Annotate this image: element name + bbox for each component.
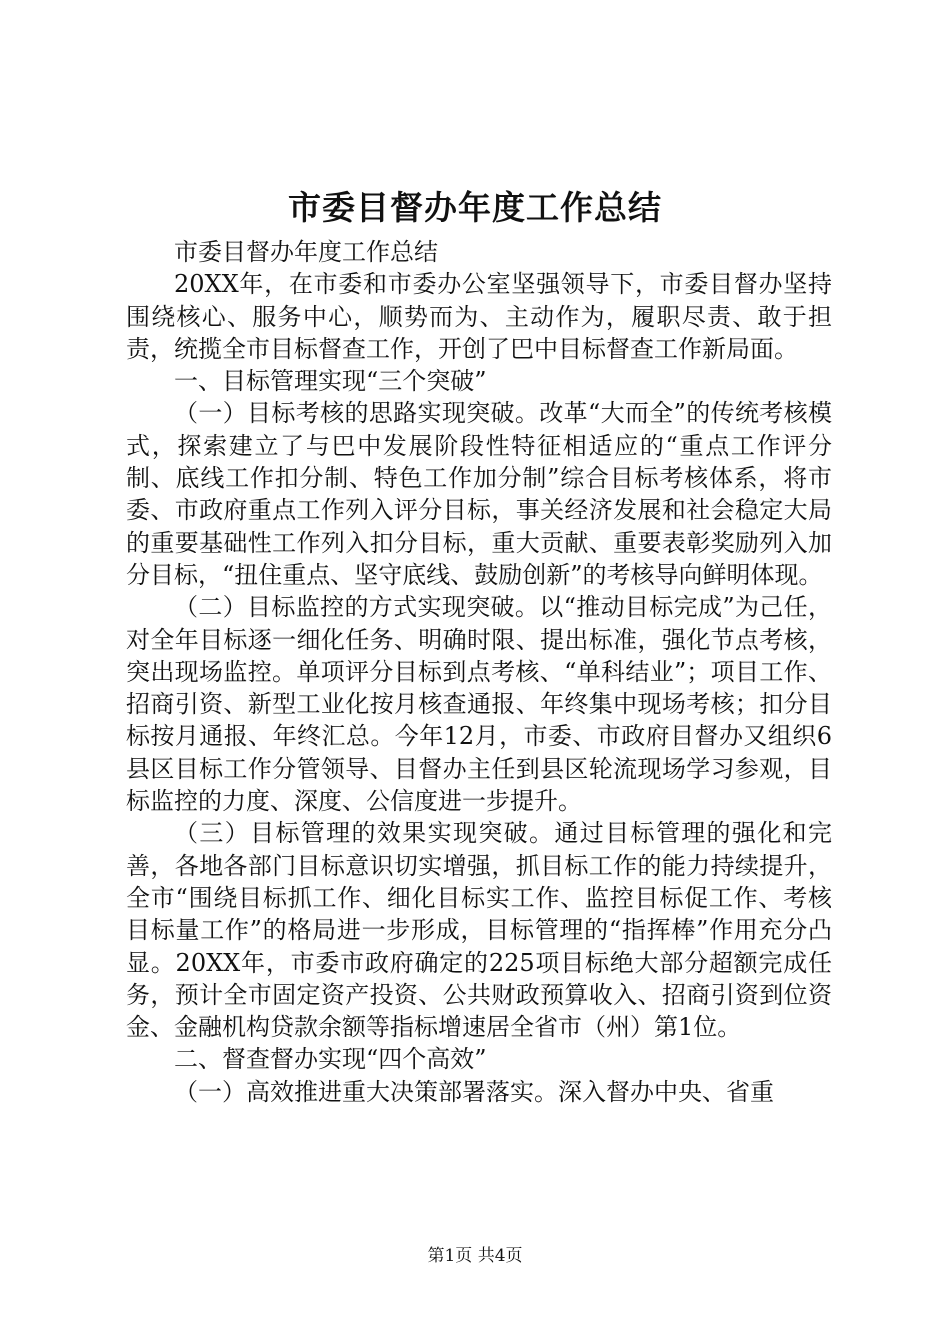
page-number-footer: 第1页 共4页 <box>427 1246 523 1266</box>
paragraph-1-1: （一）目标考核的思路实现突破。改革“大而全”的传统考核模式，探索建立了与巴中发展阶段性特征相适应的“重点工作评分制、底线工作扣分制、特色工作加分制”综合目标考核体系，将市委、市政府重点工作列入评分目标，事关经济发展和社会稳定大局的重要基础性工作列入扣分目标，重大贡献、重要表彰奖励列入加分目标，“扭住重点、坚守底线、鼓励创新”的考核导向鲜明体现。 <box>126 399 832 589</box>
paragraph-intro: 20XX年，在市委和市委办公室坚强领导下，市委目督办坚持围绕核心、服务中心，顺势而为、主动作为，履职尽责、敢于担责，统揽全市目标督查工作，开创了巴中目标督查工作新局面。 <box>126 270 832 363</box>
document-title: 市委目督办年度工作总结 <box>288 188 662 227</box>
paragraph-2-1: （一）高效推进重大决策部署落实。深入督办中央、省重 <box>174 1077 774 1106</box>
section-heading-2: 二、督查督办实现“四个高效” <box>174 1045 487 1074</box>
document-body <box>126 236 832 1108</box>
paragraph-1-3: （三）目标管理的效果实现突破。通过目标管理的强化和完善，各地各部门目标意识切实增强，抓目标工作的能力持续提升，全市“围绕目标抓工作、细化目标实工作、监控目标促工作、考核目标量工作”的格局进一步形成，目标管理的“指挥棒”作用充分凸显。20XX年，市委市政府确定的225项目标绝大部分超额完成任务，预计全市固定资产投资、公共财政预算收入、招商引资到位资金、金融机构贷款余额等指标增速居全省市（州）第1位。 <box>126 819 832 1042</box>
paragraph-1-2: （二）目标监控的方式实现突破。以“推动目标完成”为己任，对全年目标逐一细化任务、明确时限、提出标准，强化节点考核，突出现场监控。单项评分目标到点考核、“单科结业”；项目工作、招商引资、新型工业化按月核查通报、年终集中现场考核；扣分目标按月通报、年终汇总。今年12月，市委、市政府目督办又组织6县区目标工作分管领导、目督办主任到县区轮流现场学习参观，目标监控的力度、深度、公信度进一步提升。 <box>126 593 832 816</box>
paragraph-subtitle: 市委目督办年度工作总结 <box>174 238 438 266</box>
section-heading-1: 一、目标管理实现“三个突破” <box>174 367 487 396</box>
